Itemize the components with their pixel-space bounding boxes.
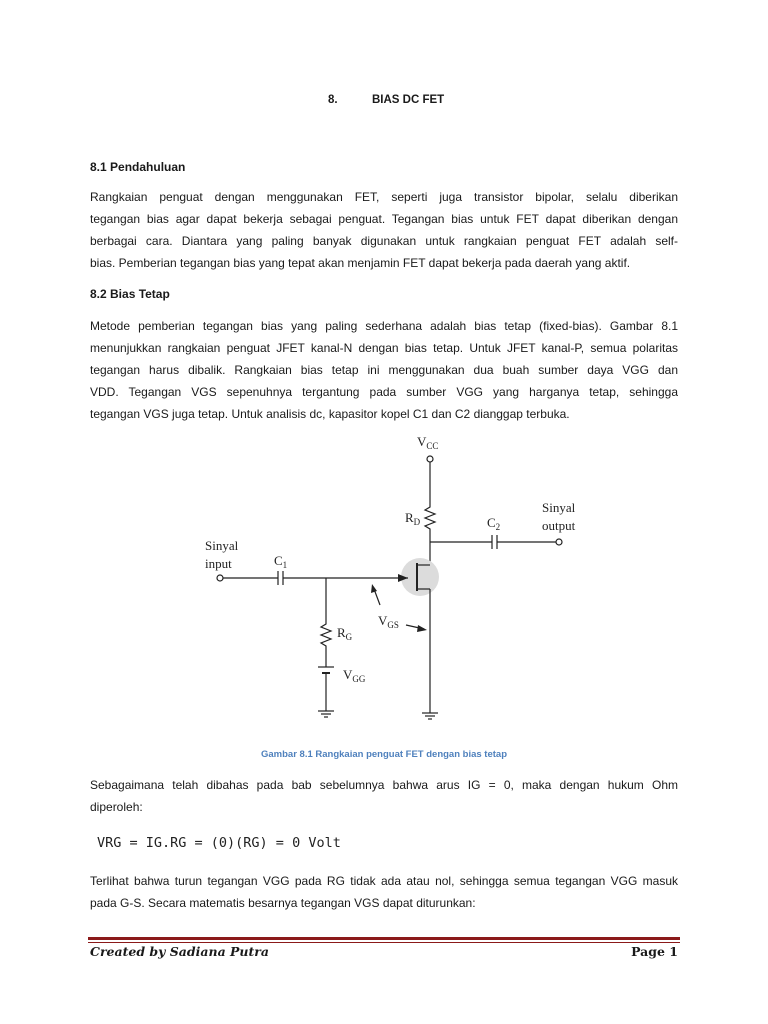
text-line: Rangkaian penguat dengan menggunakan FET, seperti juga transistor bipolar, selalu diberikan [90,190,678,204]
rd-resistor [425,503,435,533]
rd-label: $R_D$ [405,510,421,527]
text-line: tegangan harus dibalik. Rangkaian bias tetap ini menggunakan dua buah sumber daya VGG dan [90,363,678,377]
figure-caption: Gambar 8.1 Rangkaian penguat FET dengan bias tetap [261,749,507,760]
fixed-bias-circuit-figure [0,425,768,725]
rg-label: $R_G$ [337,625,353,642]
input-terminal [217,575,223,581]
text-line: menunjukkan rangkaian penguat JFET kanal-N dengan bias tetap. Untuk JFET kanal-P, semua polaritas [90,341,678,355]
vgs-label: $V_{GS}$ [378,613,399,630]
section-heading-pendahuluan: 8.1 Pendahuluan [90,160,186,174]
paragraph-ohm [90,774,678,818]
text-line: diperoleh: [90,800,143,814]
text-line: Terlihat bahwa turun tegangan VGG pada RG tidak ada atau nol, sehingga semua tegangan VGG masuk [90,874,678,888]
footer-rule [88,937,680,940]
vcc-terminal [427,456,433,462]
text-line: Metode pemberian tegangan bias yang paling sederhana adalah bias tetap (fixed-bias). Gambar 8.1 [90,319,678,333]
c2-label: $C_2$ [487,515,501,532]
chapter-number: 8. [328,94,338,106]
text-line: VDD. Tegangan VGS sepenuhnya tergantung pada sumber VGG yang harganya tetap, sehingga [90,385,678,399]
text-line: tegangan VGS juga tetap. Untuk analisis dc, kapasitor kopel C1 dan C2 dianggap terbuka. [90,407,570,421]
paragraph-bias-tetap [90,315,678,425]
vgs-arrowhead [417,625,427,632]
footer-author: Created by Sadiana Putra [90,944,269,959]
section-heading-bias-tetap: 8.2 Bias Tetap [90,287,170,301]
paragraph-pendahuluan [90,186,678,274]
vgs-arrowhead [371,584,377,593]
text-line: bias. Pemberian tegangan bias yang tepat akan menjamin FET dapat bekerja pada daerah yang aktif. [90,256,631,270]
c1-label: $C_1$ [274,553,288,570]
text-line: Sebagaimana telah dibahas pada bab sebelumnya bahwa arus IG = 0, maka dengan hukum Ohm [90,778,678,792]
rg-resistor [321,620,331,650]
output-terminal [556,539,562,545]
text-line: pada G-S. Secara matematis besarnya tegangan VGS dapat diturunkan: [90,896,476,910]
input-label-line2: input [205,556,232,571]
formula-vrg: VRG = IG.RG = (0)(RG) = 0 Volt [97,835,341,851]
vgg-label: $V_{GG}$ [343,667,366,684]
footer-rule-thin [88,942,680,943]
output-label-line1: Sinyal [542,500,576,515]
footer-page-number: Page 1 [631,944,678,959]
vcc-label: $V_{CC}$ [417,434,439,451]
chapter-title: BIAS DC FET [372,94,445,106]
text-line: tegangan bias agar dapat bekerja sebagai penguat. Tegangan bias untuk FET dapat diberikan dengan [90,212,678,226]
paragraph-vgs [90,870,678,914]
output-label-line2: output [542,518,576,533]
text-line: berbagai cara. Diantara yang paling banyak digunakan untuk rangkaian penguat FET adalah self- [90,234,678,248]
jfet-highlight [401,558,439,596]
input-label-line1: Sinyal [205,538,239,553]
